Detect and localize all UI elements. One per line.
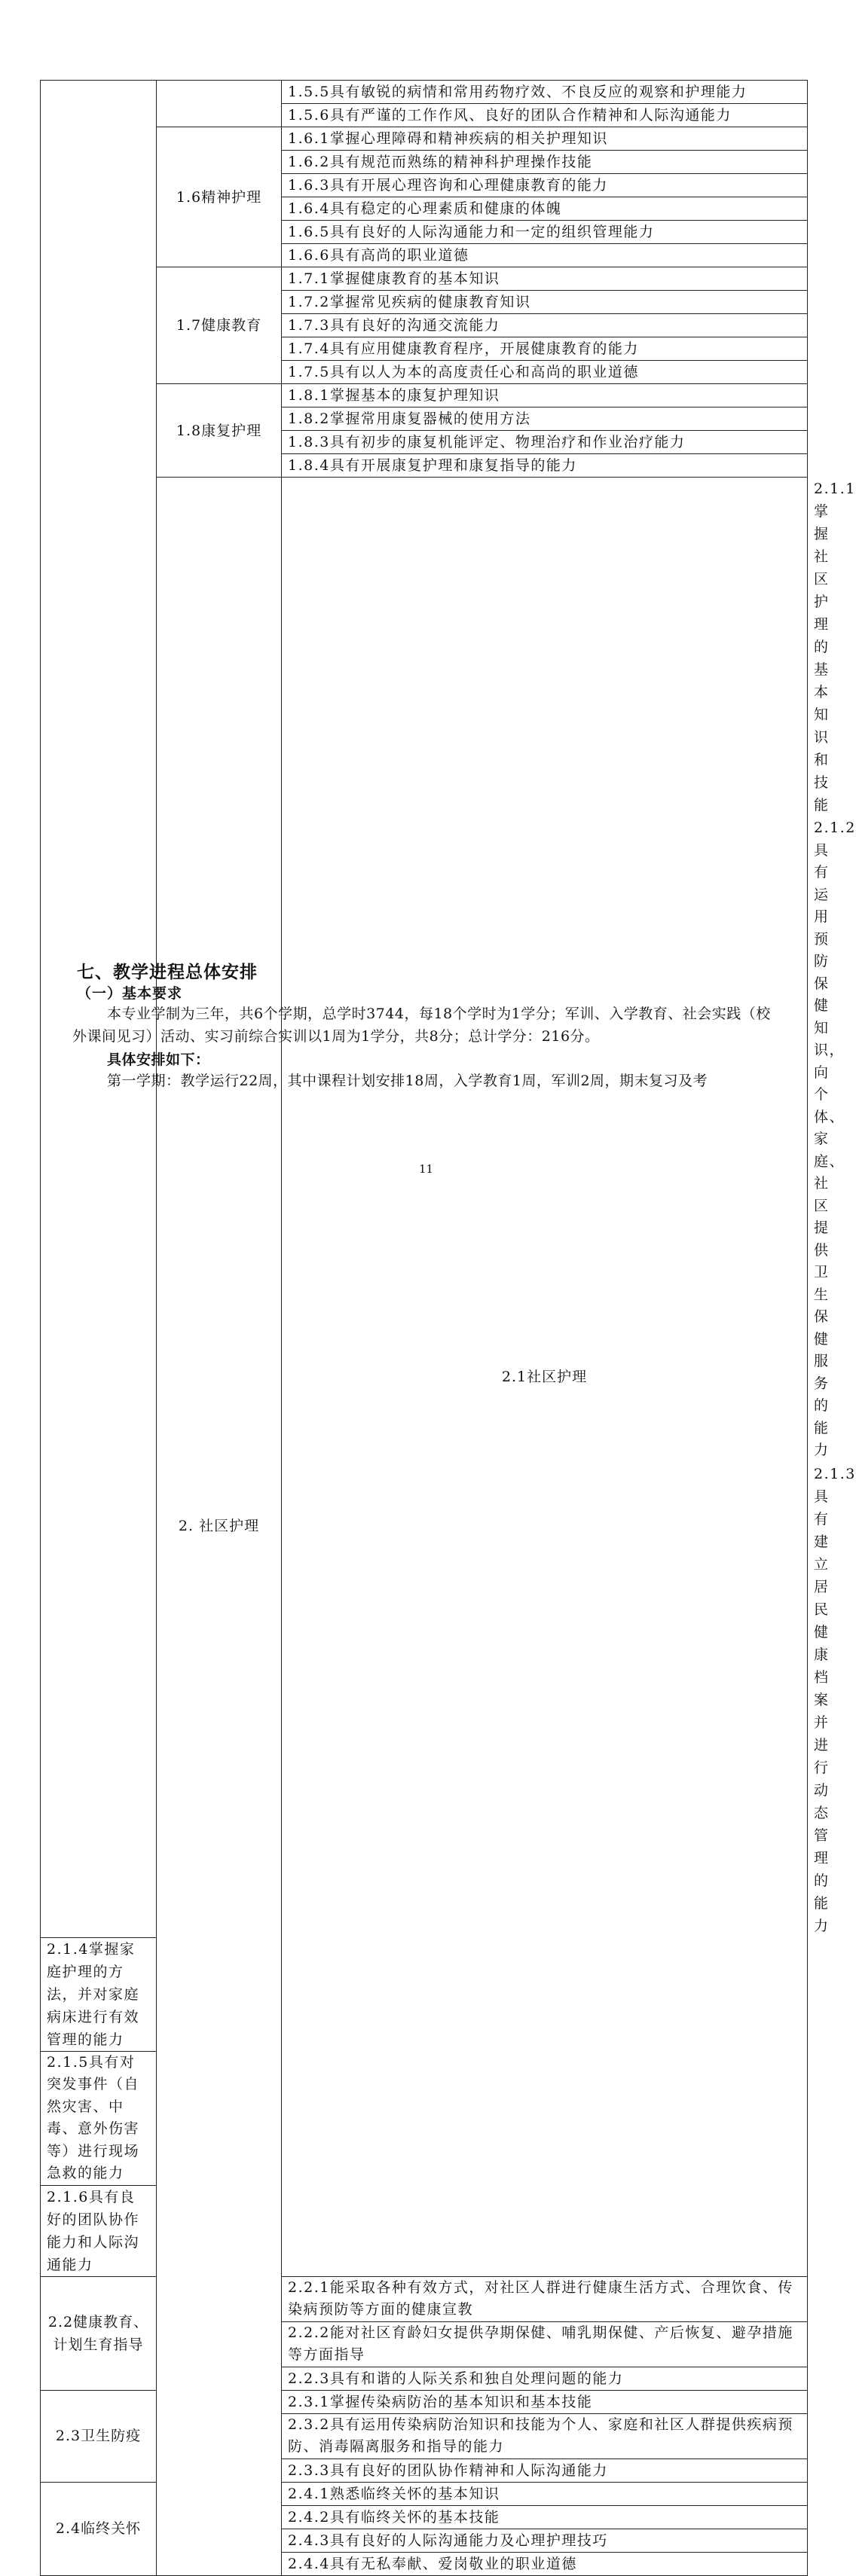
table-row: 2.3.1掌握传染病防治的基本知识和基本技能	[282, 2390, 808, 2413]
table-row: 1.6.5具有良好的人际沟通能力和一定的组织管理能力	[282, 221, 808, 244]
table-row: 1.6.3具有开展心理咨询和心理健康教育的能力	[282, 174, 808, 197]
competency-table: 1.5.5具有敏锐的病情和常用药物疗效、不良反应的观察和护理能力 1.5.6具有严谨的工作作风、良好的团队合作精神和人际沟通能力 1.6精神护理 1.6.1掌握心理障碍和精神疾病的相关护理知识 1.6.2具有规范而熟练的精神科护理操作技能 1.6.3具有开展心理咨询和心理健康教育的能力 1.6.4具有稳定的心理素质和健康的体魄 1.6.5具有良好的人际沟通能力和一定的组织管理能力 1.6.6具有高尚的职业道德 1.7健康教育 1.7.1掌握健康教育的基本知识 1.7.2掌握常见疾病的健康教育知识 1.7.3具有良好的沟通交流能力 1.7.4具有应用健康教育程序，开展健康教育的能力 1.7.5具有以人为本的高度责任心和高尚的职业道德 1.8康复护理 1.8.1掌握基本的康复护理知识 1.8.2掌握常用康复器械的使用方法 1.8.3具有初步的康复机能评定、物理治疗和作业治疗能力 1.8.4具有开展康复护理和康复指导的能力 2. 社区护理 2.1社区护理 2.1.1掌握社区护理的基本知识和技能 2.1.2具有运用预防保健知识，向个体、家庭、社区提供卫生保健服务的能力 2.1.3具有建立居民健康档案并进行动态管理的能力 2.1.4掌握家庭护理的方法，并对家庭病床进行有效管理的能力 2.1.5具有对突发事件（自然灾害、中毒、意外伤害等）进行现场急救的能力 2.1.6具有良好的团队协作能力和人际沟通能力 2.2健康教育、计划生育指导 2.2.1能采取各种有效方式，对社区人群进行健康生活方式、合理饮食、传染病预防等方面的健康宣教 2.2.2能对社区育龄妇女提供孕期保健、哺乳期保健、产后恢复、避孕措施等方面指导 2.2.3具有和谐的人际关系和独自处理问题的能力 2.3卫生防疫 2.3.1掌握传染病防治的基本知识和基本技能 2.3.2具有运用传染病防治知识和技能为个人、家庭和社区人群提供疾病预防、消毒隔离服务和指导的能力 2.3.3具有良好的团队协作精神和人际沟通能力 2.4临终关怀 2.4.1熟悉临终关怀的基本知识 2.4.2具有临终关怀的基本技能 2.4.3具有良好的人际沟通能力及心理护理技巧 2.4.4具有无私奉献、爱岗敬业的职业道德	[40, 80, 808, 2576]
sub-category-cell	[41, 2276, 157, 2390]
paragraph-basic-requirements: 本专业学制为三年，共6个学期，总学时3744，每18个学时为1学分；军训、入学教育、社会实践（校外课间见习）活动、实习前综合实训以1周为1学分，共8分；总计学分：216分。	[72, 1006, 771, 1045]
table-row: 1.5.5具有敏锐的病情和常用药物疗效、不良反应的观察和护理能力	[282, 81, 808, 104]
table-row: 2.1.4掌握家庭护理的方法，并对家庭病床进行有效管理的能力	[41, 1937, 157, 2051]
table-row: 1.8.1掌握基本的康复护理知识	[282, 384, 808, 407]
table-row: 2.4.3具有良好的人际沟通能力及心理护理技巧	[282, 2529, 808, 2552]
sub-category-label: 2.3卫生防疫	[55, 2428, 142, 2444]
table-row: 2.2.3具有和谐的人际关系和独自处理问题的能力	[282, 2367, 808, 2390]
paragraph-first-semester: 第一学期：教学运行22周，其中课程计划安排18周，入学教育1周，军训2周，期末复习及考	[107, 1073, 708, 1089]
table-row: 1.8.2掌握常用康复器械的使用方法	[282, 407, 808, 431]
table-row: 2.1.6具有良好的团队协作能力和人际沟通能力	[41, 2185, 157, 2276]
sub-category-label: 2.2健康教育、计划生育指导	[47, 2313, 149, 2353]
main-category-label: 2. 社区护理	[178, 1518, 260, 1535]
sub-category-cell	[41, 2390, 157, 2482]
table-row: 1.6.6具有高尚的职业道德	[282, 244, 808, 267]
paragraph-arrangement-label: 具体安排如下：	[107, 1051, 210, 1068]
page-number: 11	[418, 1162, 434, 1176]
table-row: 2.3.3具有良好的团队协作精神和人际沟通能力	[282, 2458, 808, 2482]
section-subheading: （一）基本要求	[77, 985, 183, 1002]
table-row: 1.6.1掌握心理障碍和精神疾病的相关护理知识	[282, 127, 808, 151]
table-row: 2.1.5具有对突发事件（自然灾害、中毒、意外伤害等）进行现场急救的能力	[41, 2051, 157, 2185]
sub-category-cell	[157, 127, 282, 267]
sub-category-label: 1.7健康教育	[176, 317, 262, 334]
table-row: 2.4.1熟悉临终关怀的基本知识	[282, 2482, 808, 2505]
sub-category-label: 2.1社区护理	[501, 1368, 588, 1385]
main-category-cell-2	[157, 478, 282, 2576]
table-row: 2.3.2具有运用传染病防治知识和技能为个人、家庭和社区人群提供疾病预防、消毒隔离服务和指导的能力	[282, 2413, 808, 2458]
table-row: 1.7.5具有以人为本的高度责任心和高尚的职业道德	[282, 361, 808, 384]
table-row: 1.7.2掌握常见疾病的健康教育知识	[282, 291, 808, 314]
sub-category-cell	[157, 384, 282, 478]
table-row: 1.5.6具有严谨的工作作风、良好的团队合作精神和人际沟通能力	[282, 104, 808, 127]
sub-category-label: 1.6精神护理	[176, 188, 262, 206]
table-row: 1.8.4具有开展康复护理和康复指导的能力	[282, 454, 808, 478]
table-row: 2.4.4具有无私奉献、爱岗敬业的职业道德	[282, 2552, 808, 2575]
table-row: 1.7.4具有应用健康教育程序，开展健康教育的能力	[282, 337, 808, 361]
sub-category-cell-15	[157, 81, 282, 127]
table-row: 2.2.2能对社区育龄妇女提供孕期保健、哺乳期保健、产后恢复、避孕措施等方面指导	[282, 2321, 808, 2367]
table-row: 1.8.3具有初步的康复机能评定、物理治疗和作业治疗能力	[282, 431, 808, 454]
table-row: 1.6.2具有规范而熟练的精神科护理操作技能	[282, 151, 808, 174]
sub-category-cell	[282, 478, 808, 2277]
table-row: 2.2.1能采取各种有效方式，对社区人群进行健康生活方式、合理饮食、传染病预防等方面的健康宣教	[282, 2276, 808, 2321]
section-heading: 七、教学进程总体安排	[77, 963, 258, 982]
sub-category-label: 2.4临终关怀	[55, 2520, 142, 2537]
sub-category-cell	[41, 2482, 157, 2575]
table-row: 1.6.4具有稳定的心理素质和健康的体魄	[282, 197, 808, 221]
table-row: 1.7.3具有良好的沟通交流能力	[282, 314, 808, 337]
sub-category-cell	[157, 267, 282, 384]
sub-category-label: 1.8康复护理	[176, 422, 262, 439]
table-row: 2.4.2具有临终关怀的基本技能	[282, 2505, 808, 2529]
table-row: 1.7.1掌握健康教育的基本知识	[282, 267, 808, 291]
